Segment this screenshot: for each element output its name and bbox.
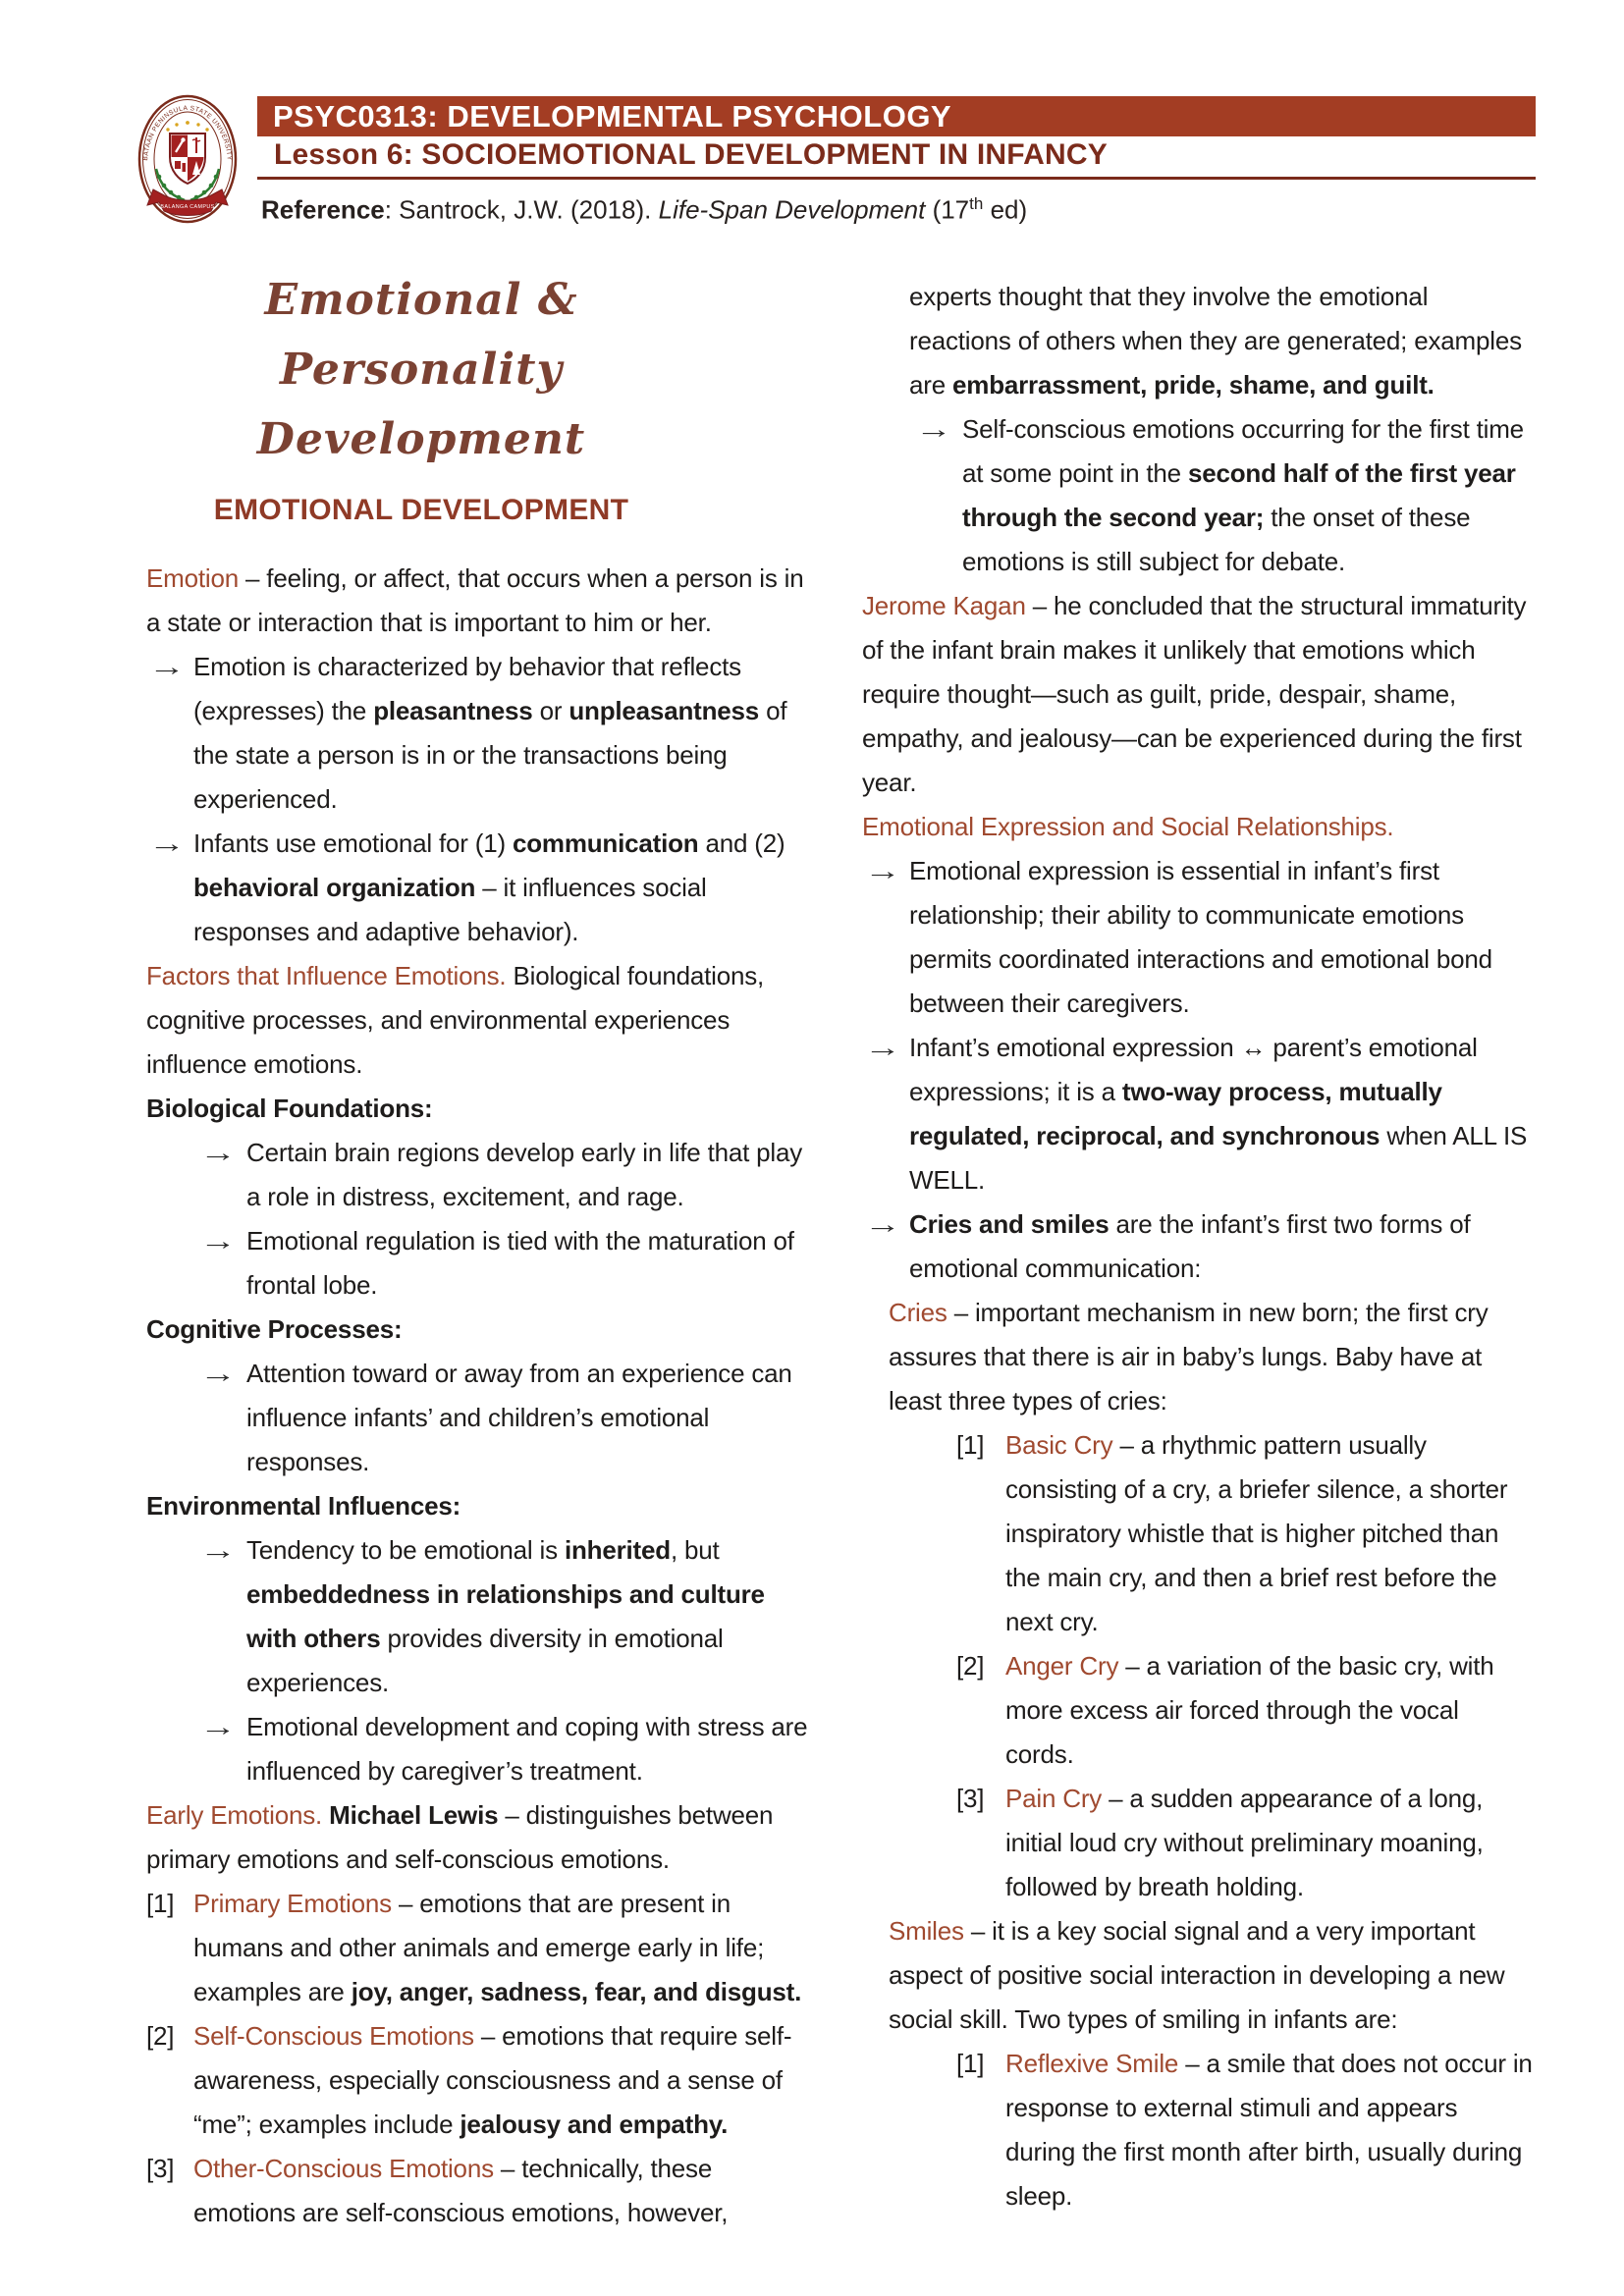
item-number: [1] <box>146 1889 175 1918</box>
paragraph <box>862 1909 1534 2042</box>
paragraph <box>862 275 1534 407</box>
arrow-sub-bullet <box>146 1528 818 1705</box>
text-run: – feeling, or affect, that occurs when a person is in a state or interaction that is important to him or her. <box>146 563 804 637</box>
arrow-bullet-icon: → <box>199 1712 237 1741</box>
keyword-run: Anger Cry <box>1005 1651 1119 1681</box>
arrow-bullet <box>862 1026 1534 1202</box>
bold-subheading <box>146 1308 818 1352</box>
keyword-run: Basic Cry <box>1005 1430 1113 1460</box>
bold-run: second half of the first year through the second year; <box>962 458 1516 532</box>
arrow-sub-bullet <box>146 1219 818 1308</box>
keyword-run: Factors that Influence Emotions. <box>146 961 507 990</box>
block-text <box>862 407 1534 584</box>
block-text: Environmental Influences: <box>146 1491 461 1521</box>
block-text <box>146 1793 818 1882</box>
block-text <box>146 1219 818 1308</box>
right-column <box>862 261 1534 2235</box>
block-text <box>146 2147 818 2235</box>
item-number: [2] <box>146 2021 175 2051</box>
item-number: [1] <box>956 2049 985 2078</box>
text-run: – important mechanism in new born; the first cry assures that there is air in baby’s lungs. Baby have at least three types of cries: <box>889 1298 1489 1415</box>
bold-run: Cries and smiles <box>909 1209 1110 1239</box>
bold-run: joy, anger, sadness, fear, and disgust. <box>351 1977 802 2006</box>
section-heading: EMOTIONAL DEVELOPMENT <box>213 494 629 526</box>
keyword-run: Cries <box>889 1298 947 1327</box>
arrow-bullet-icon: → <box>199 1226 237 1255</box>
bold-run: two-way process, mutually regulated, reciprocal, and synchronous <box>909 1077 1442 1150</box>
block-text <box>146 645 818 822</box>
text-run: Emotional development and coping with stress are influenced by caregiver’s treatment. <box>246 1712 808 1786</box>
seal-ring-text: BATAAN PENINSULA STATE UNIVERSITY <box>142 104 233 161</box>
arrow-bullet-icon: → <box>915 414 952 444</box>
paragraph <box>146 1793 818 1882</box>
numbered-item <box>146 2014 818 2147</box>
lesson-title: Lesson 6: SOCIOEMOTIONAL DEVELOPMENT IN INFANCY <box>274 138 1108 171</box>
arrow-sub-bullet <box>146 1352 818 1484</box>
numbered-sub-item <box>862 1777 1534 1909</box>
block-text <box>862 1291 1534 1423</box>
text-run: – it is a key social signal and a very important aspect of positive social interaction in developing a new social skill. Two types of smiling in infants are: <box>889 1916 1505 2034</box>
text-run: are the infant’s first two forms of emotional communication: <box>909 1209 1471 1283</box>
text-run: – he concluded that the structural immaturity of the infant brain makes it unlikely that emotions which require thought—such as guilt, pride, despair, shame, empathy, and jealousy—can be experienced during the first year. <box>862 591 1527 797</box>
text-run: Infant’s emotional expression ↔ parent’s emotional expressions; it is a <box>909 1033 1478 1106</box>
block-text <box>862 849 1534 1026</box>
document-title-line1: Emotional & Personality <box>264 275 578 395</box>
numbered-item <box>146 1882 818 2014</box>
bold-run: embeddedness in relationships and culture with others <box>246 1579 765 1653</box>
bold-run: inherited <box>564 1535 671 1565</box>
document-title <box>146 265 696 474</box>
arrow-bullet-icon: → <box>199 1535 237 1565</box>
text-run: or <box>532 696 569 725</box>
text-run: – distinguishes between primary emotions and self-conscious emotions. <box>146 1800 774 1874</box>
arrow-bullet <box>146 822 818 954</box>
keyword-run: Self-Conscious Emotions <box>193 2021 474 2051</box>
text-run: Tendency to be emotional is <box>246 1535 565 1565</box>
arrow-bullet <box>862 1202 1534 1291</box>
text-run: – a rhythmic pattern usually consisting of a cry, a briefer silence, a shorter inspiratory whistle that is higher pitched than the main cry, and then a brief rest before the next cry. <box>1005 1430 1508 1636</box>
keyword-run: Early Emotions. <box>146 1800 323 1830</box>
block-text <box>862 1909 1534 2042</box>
block-text <box>862 1202 1534 1291</box>
block-text <box>146 1705 818 1793</box>
paragraph <box>146 954 818 1087</box>
arrow-sub-bullet <box>146 1705 818 1793</box>
text-run: , but <box>670 1535 720 1565</box>
block-text: Emotional Expression and Social Relationships. <box>862 812 1394 841</box>
paragraph <box>146 557 818 645</box>
bold-run: unpleasantness <box>568 696 760 725</box>
block-text <box>146 1528 818 1705</box>
left-column-blocks <box>146 557 818 2235</box>
header-divider <box>257 177 1536 180</box>
bold-run: behavioral organization <box>193 873 476 902</box>
text-run: of the state a person is in or the transactions being experienced. <box>193 696 787 814</box>
keyword-run: Emotion <box>146 563 239 593</box>
course-banner <box>257 96 1536 136</box>
bold-run: jealousy and empathy. <box>460 2109 729 2139</box>
item-number: [2] <box>956 1651 985 1681</box>
text-run: Emotion is characterized by behavior that reflects (expresses) the <box>193 652 741 725</box>
text-run: – emotions that are present in humans and other animals and emerge early in life; examples are <box>193 1889 765 2006</box>
block-text: Cognitive Processes: <box>146 1314 403 1344</box>
text-run: experts thought that they involve the emotional reactions of others when they are generated; examples are <box>909 282 1522 400</box>
text-run: – a variation of the basic cry, with more excess air forced through the vocal cords. <box>1005 1651 1494 1769</box>
numbered-sub-item <box>862 1644 1534 1777</box>
numbered-sub-item <box>862 2042 1534 2218</box>
text-run: and (2) <box>698 828 785 858</box>
keyword-run: Primary Emotions <box>193 1889 392 1918</box>
arrow-bullet-icon: → <box>148 828 186 858</box>
arrow-bullet-icon: → <box>199 1138 237 1167</box>
right-column-blocks <box>862 275 1534 2218</box>
block-text <box>146 1352 818 1484</box>
course-title: PSYC0313: DEVELOPMENTAL PSYCHOLOGY <box>273 98 952 133</box>
text-run: – a smile that does not occur in response to external stimuli and appears during the first month after birth, usually during sleep. <box>1005 2049 1533 2211</box>
keyword-run: Reflexive Smile <box>1005 2049 1179 2078</box>
keyword-run: Pain Cry <box>1005 1784 1103 1813</box>
text-run: provides diversity in emotional experiences. <box>246 1624 724 1697</box>
bold-run: embarrassment, pride, shame, and guilt. <box>952 370 1435 400</box>
block-text <box>862 584 1534 805</box>
block-text <box>862 1026 1534 1202</box>
text-run: Self-conscious emotions occurring for the first time at some point in the <box>962 414 1524 488</box>
text-run: Infants use emotional for (1) <box>193 828 513 858</box>
paragraph <box>862 584 1534 805</box>
left-column <box>146 261 818 2235</box>
reference-citation: : Santrock, J.W. (2018). <box>384 194 659 225</box>
bold-subheading <box>146 1484 818 1528</box>
document-title-line2: Development <box>256 414 586 464</box>
text-run: Attention toward or away from an experience can influence infants’ and children’s emotional responses. <box>246 1359 792 1476</box>
block-text <box>146 822 818 954</box>
block-text <box>146 954 818 1087</box>
text-run: – emotions that require self-awareness, especially consciousness and a sense of “me”; examples include <box>193 2021 792 2139</box>
arrow-sub-bullet <box>862 407 1534 584</box>
text-run: when ALL IS WELL. <box>909 1121 1528 1195</box>
text-run: the onset of these emotions is still subject for debate. <box>962 503 1471 576</box>
arrow-bullet-icon: → <box>864 856 901 885</box>
block-text <box>146 1882 818 2014</box>
text-run: Emotional expression is essential in infant’s first relationship; their ability to communicate emotions permits coordinated interactions and emotional bond between their caregivers. <box>909 856 1492 1018</box>
numbered-sub-item <box>862 1423 1534 1644</box>
bold-run: communication <box>512 828 699 858</box>
numbered-item <box>146 2147 818 2235</box>
text-run: – a sudden appearance of a long, initial loud cry without preliminary moaning, followed by breath holding. <box>1005 1784 1484 1901</box>
reference-label: Reference <box>261 194 385 225</box>
bold-run: Michael Lewis <box>329 1800 499 1830</box>
bold-run: pleasantness <box>373 696 533 725</box>
reference-line <box>261 194 1027 226</box>
text-run: Certain brain regions develop early in life that play a role in distress, excitement, and rage. <box>246 1138 803 1211</box>
keyword-run: Jerome Kagan <box>862 591 1026 620</box>
text-run: – technically, these emotions are self-conscious emotions, however, <box>193 2154 729 2227</box>
reference-book-title: Life-Span Development <box>658 194 926 225</box>
arrow-bullet-icon: → <box>864 1033 901 1062</box>
block-text <box>862 275 1534 407</box>
red-heading <box>862 805 1534 849</box>
arrow-bullet-icon: → <box>199 1359 237 1388</box>
bold-subheading <box>146 1087 818 1131</box>
keyword-run: Other-Conscious Emotions <box>193 2154 494 2183</box>
arrow-sub-bullet <box>146 1131 818 1219</box>
text-run: Biological foundations, cognitive processes, and environmental experiences influence emotions. <box>146 961 765 1079</box>
block-text <box>146 2014 818 2147</box>
arrow-bullet <box>862 849 1534 1026</box>
reference-edition-post: ed) <box>983 194 1028 225</box>
reference-edition-ordinal: th <box>969 194 984 213</box>
paragraph <box>862 1291 1534 1423</box>
block-text <box>146 1131 818 1219</box>
content-columns <box>146 261 1534 2235</box>
keyword-run: Smiles <box>889 1916 964 1946</box>
text-run: Emotional regulation is tied with the maturation of frontal lobe. <box>246 1226 794 1300</box>
reference-edition-pre: (17 <box>925 194 970 225</box>
item-number: [3] <box>956 1784 985 1813</box>
block-text <box>146 557 818 645</box>
item-number: [3] <box>146 2154 175 2183</box>
text-run: – it influences social responses and adaptive behavior). <box>193 873 707 946</box>
arrow-bullet-icon: → <box>864 1209 901 1239</box>
seal-ribbon-text: BALANGA CAMPUS <box>160 204 215 210</box>
arrow-bullet-icon: → <box>148 652 186 681</box>
block-text: Biological Foundations: <box>146 1094 433 1123</box>
university-seal-logo <box>137 94 238 224</box>
item-number: [1] <box>956 1430 985 1460</box>
arrow-bullet <box>146 645 818 822</box>
